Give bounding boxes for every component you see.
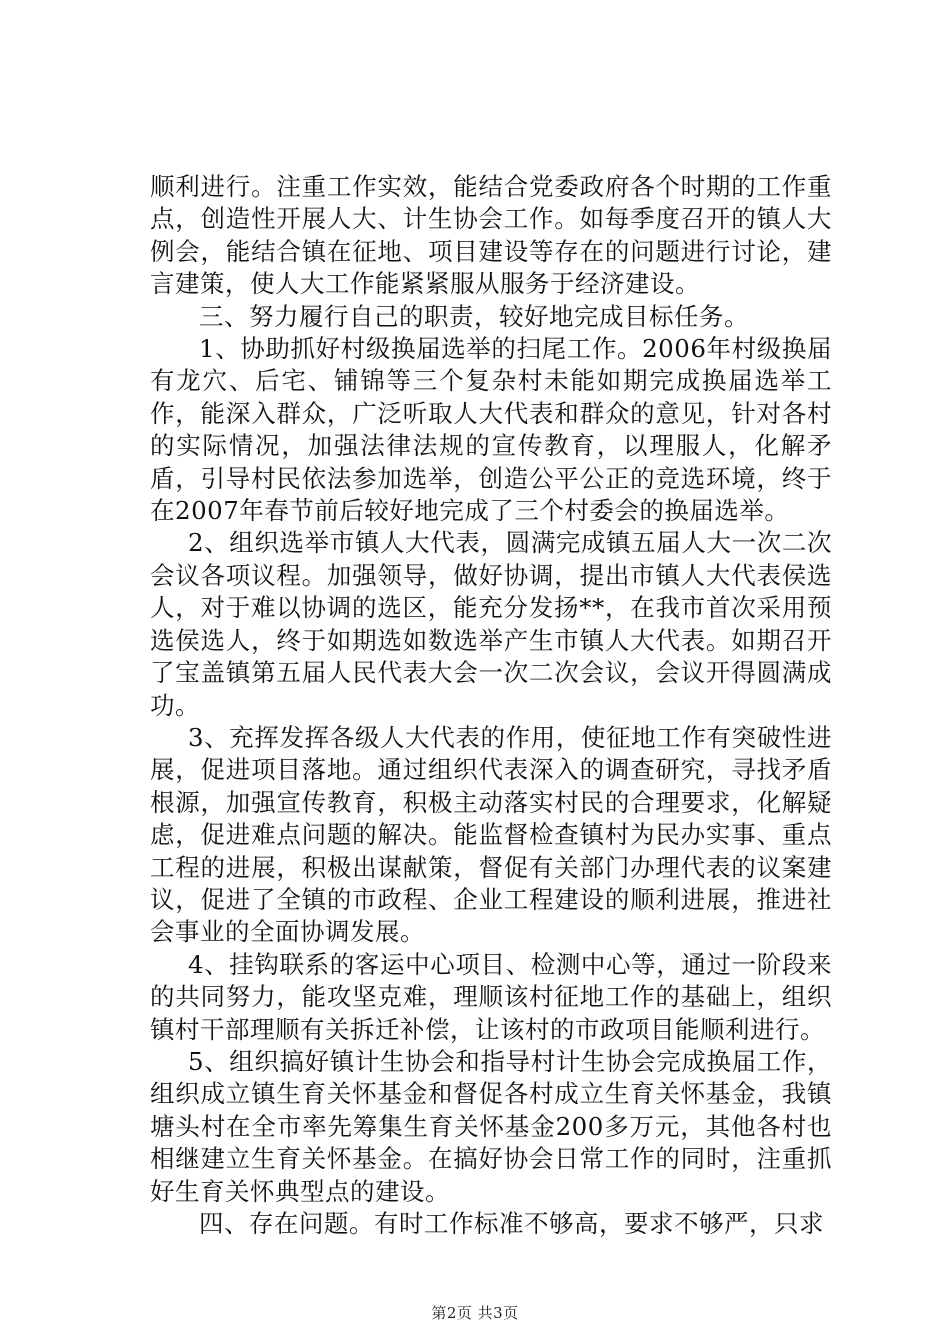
paragraph-item-2: 2、组织选举市镇人大代表，圆满完成镇五届人大一次二次会议各项议程。加强领导，做好协调，提出市镇人大代表侯选人，对于难以协调的选区，能充分发扬**，在我市首次采用预选侯选人，终于如期选如数选举产生市镇人大代表。如期召开了宝盖镇第五届人民代表大会一次二次会议，会议开得圆满成功。 (150, 528, 832, 720)
paragraph-item-5: 5、组织搞好镇计生协会和指导村计生协会完成换届工作，组织成立镇生育关怀基金和督促各村成立生育关怀基金，我镇塘头村在全市率先筹集生育关怀基金200多万元，其他各村也相继建立生育关怀基金。在搞好协会日常工作的同时，注重抓好生育关怀典型点的建设。 (150, 1046, 832, 1206)
document-body (150, 171, 832, 1240)
paragraph-section-three-heading: 三、努力履行自己的职责，较好地完成目标任务。 (199, 301, 749, 331)
paragraph-item-1: 1、协助抓好村级换届选举的扫尾工作。2006年村级换届有龙穴、后宅、铺锦等三个复杂村未能如期完成换届选举工作，能深入群众，广泛听取人大代表和群众的意见，针对各村的实际情况，加强法律法规的宣传教育，以理服人，化解矛盾，引导村民依法参加选举，创造公平公正的竞选环境，终于在2007年春节前后较好地完成了三个村委会的换届选举。 (150, 334, 832, 526)
paragraph-item-3: 3、充挥发挥各级人大代表的作用，使征地工作有突破性进展，促进项目落地。通过组织代表深入的调查研究，寻找矛盾根源，加强宣传教育，积极主动落实村民的合理要求，化解疑虑，促进难点问题的解决。能监督检查镇村为民办实事、重点工程的进展，积极出谋献策，督促有关部门办理代表的议案建议，促进了全镇的市政程、企业工程建设的顺利进展，推进社会事业的全面协调发展。 (150, 722, 832, 947)
paragraph-continuation: 顺利进行。注重工作实效，能结合党委政府各个时期的工作重点，创造性开展人大、计生协会工作。如每季度召开的镇人大例会，能结合镇在征地、项目建设等存在的问题进行讨论，建言建策，使人大工作能紧紧服从服务于经济建设。 (150, 172, 832, 299)
paragraph-item-4: 4、挂钩联系的客运中心项目、检测中心等，通过一阶段来的共同努力，能攻坚克难，理顺该村征地工作的基础上，组织镇村干部理顺有关拆迁补偿，让该村的市政项目能顺利进行。 (150, 949, 832, 1044)
page-number-footer: 第2页 共3页 (431, 1304, 519, 1322)
paragraph-section-four-heading: 四、存在问题。有时工作标准不够高，要求不够严，只求 (199, 1209, 824, 1238)
